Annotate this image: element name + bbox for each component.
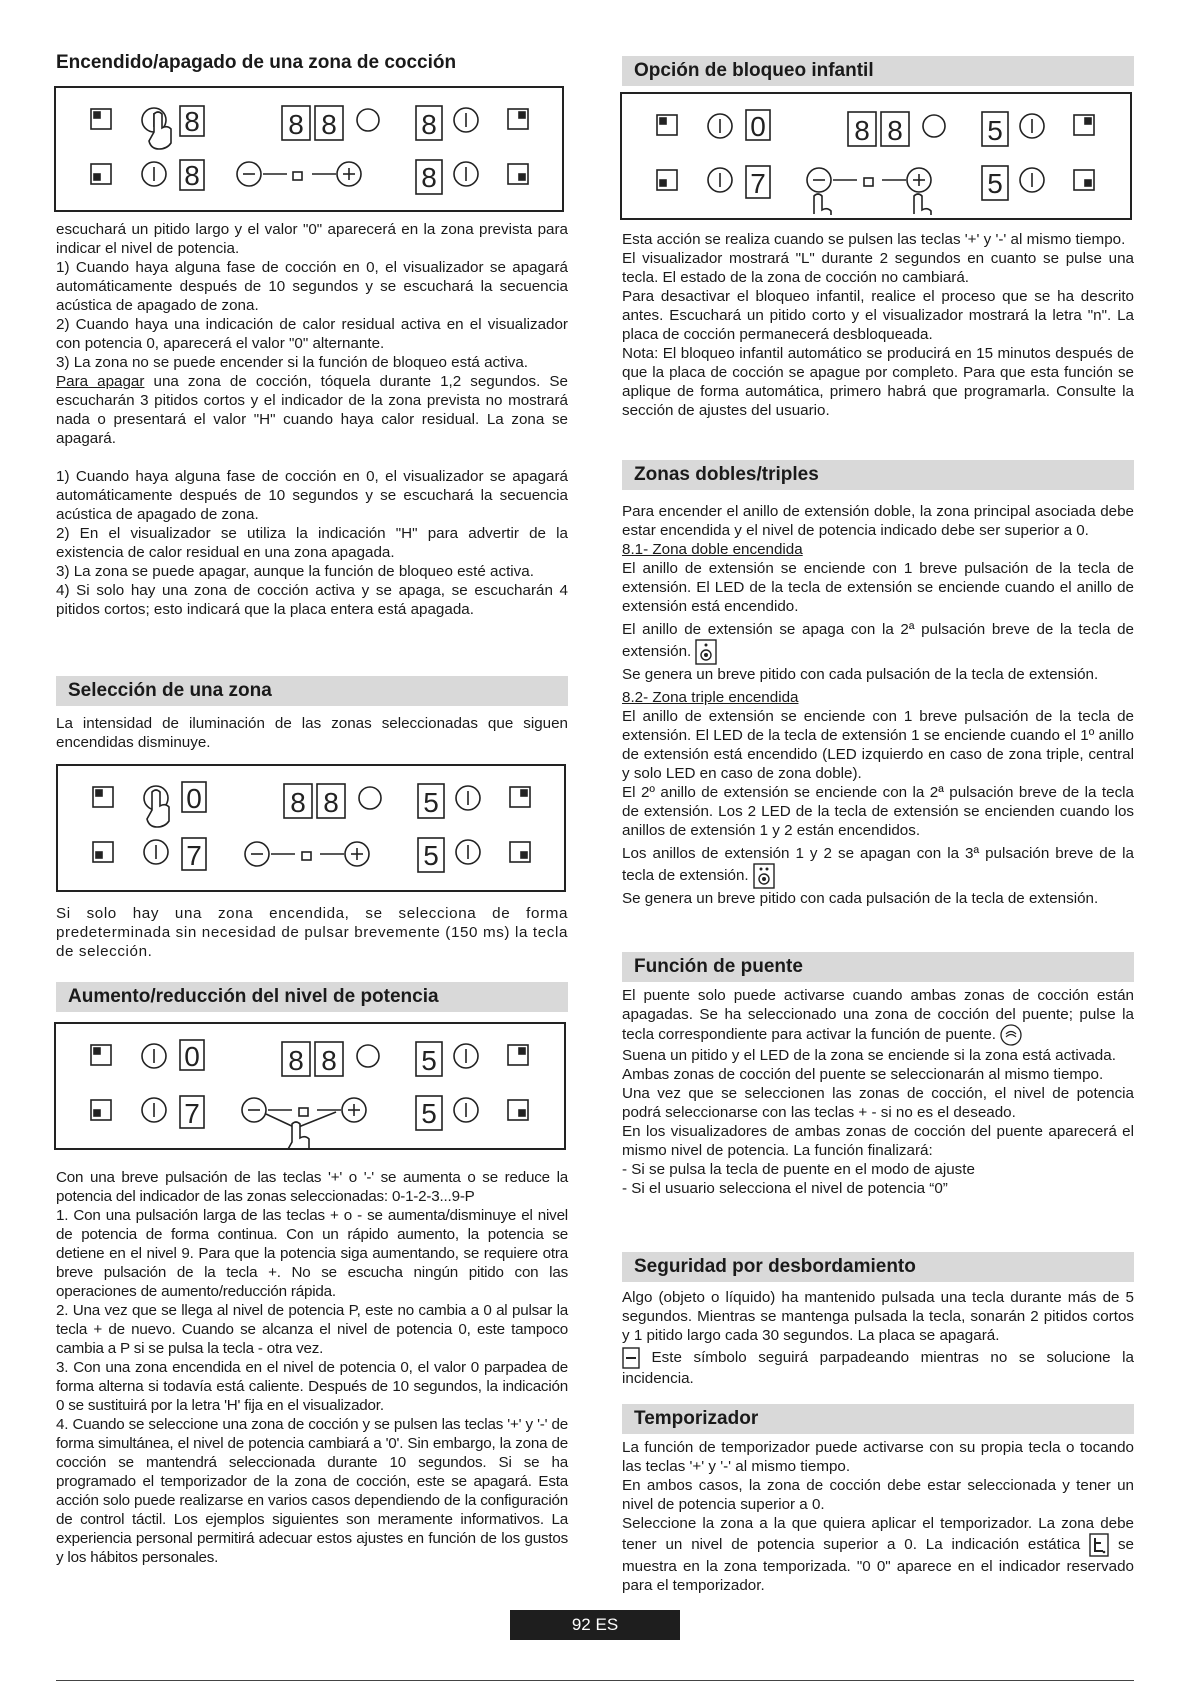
paragraph: El anillo de extensión se enciende con 1 breve pulsación de la tecla de extensión. El LED de la tecla de extensión se enciende cuando el anillo de extensión está encendido. bbox=[622, 560, 1134, 615]
dobles-text bbox=[622, 502, 1134, 908]
digit-bl: 7 bbox=[186, 840, 202, 871]
list-item: 4. Cuando se seleccione una zona de cocción y se pulsen las teclas '+' y '-' de forma simultánea, el nivel de potencia cambiará a '0'. Sin embargo, la zona de cocción se mantendrá seleccionada durante 10 segundos. Si se ha programado el temporizador de la zona de cocción, este se apagará. Esta acción solo puede realizarse en varios casos dependiendo de la configuración de control táctil. Los ejemplos siguientes son meramente informativos. La experiencia personal permitirá adecuar estos ajustes en función de los gustos y los hábitos personales. bbox=[56, 1416, 568, 1566]
temporizador-text bbox=[622, 1438, 1134, 1595]
digit-mid1: 8 bbox=[288, 1045, 304, 1076]
paragraph: Se genera un breve pitido con cada pulsación de la tecla de extensión. bbox=[622, 666, 1099, 683]
paragraph: El anillo de extensión se apaga con la 2ª pulsación breve de la tecla de extensión. bbox=[622, 620, 1134, 665]
paragraph: escuchará un pitido largo y el valor "0" aparecerá en la zona prevista para indicar el nivel de potencia. bbox=[56, 221, 568, 257]
list-item: - Si se pulsa la tecla de puente en el modo de ajuste bbox=[622, 1161, 975, 1178]
encendido-text bbox=[56, 220, 568, 619]
paragraph: Seleccione la zona a la que quiera aplicar el temporizador. La zona debe tener un nivel de potencia superior a 0. La indicación estática se muestra en la zona temporizada. "0 0" aparece en el indicador reservado para el temporizador. bbox=[622, 1515, 1134, 1594]
digit-bl: 7 bbox=[750, 168, 766, 199]
paragraph: El 2º anillo de extensión se enciende con la 2ª pulsación breve de la tecla de extensión. Los 2 LED de la tecla de extensión se encienden cuando los anillos de extensión 1 y 2 están encendidos. bbox=[622, 784, 1134, 839]
paragraph: La intensidad de iluminación de las zonas seleccionadas que siguen encendidas disminuye. bbox=[56, 715, 568, 751]
section-dobles: Zonas dobles/triples bbox=[622, 460, 1134, 490]
paragraph: Se genera un breve pitido con cada pulsación de la tecla de extensión. bbox=[622, 890, 1099, 907]
potencia-text bbox=[56, 1168, 568, 1567]
section-title-encendido: Encendido/apagado de una zona de cocción bbox=[56, 52, 457, 73]
list-item: - Si el usuario selecciona el nivel de potencia “0” bbox=[622, 1180, 948, 1197]
list-item: 1. Con una pulsación larga de las teclas + o - se aumenta/disminuye el nivel de potencia de forma continua. Con un rápido aumento, la potencia se detiene en el nivel 9. Para que la potencia siga aumentando, se requiere otra breve pulsación de la tecla +. No se escucha ningún pitido con las operaciones de aumento/reducción rápida. bbox=[56, 1207, 568, 1300]
list-item: 4) Si solo hay una zona de cocción activa y se apaga, se escucharán 4 pitidos cortos; esto indicará que la placa entera está apagada. bbox=[56, 582, 568, 618]
control-panel-3 bbox=[54, 1022, 566, 1150]
list-item: 2) Cuando haya una indicación de calor residual activa en el visualizador con potencia 0, aparecerá el valor "0" alternante. bbox=[56, 316, 568, 352]
paragraph: Algo (objeto o líquido) ha mantenido pulsada una tecla durante más de 5 segundos. Mientras se mantenga pulsada la tecla, sonarán 2 pitidos cortos y 1 pitido largo cada 30 segundos. La placa se apagará. bbox=[622, 1289, 1134, 1344]
digit-tr: 5 bbox=[421, 1045, 437, 1076]
desbordamiento-text bbox=[622, 1288, 1134, 1388]
paragraph: Ambas zonas de cocción del puente se seleccionarán al mismo tiempo. bbox=[622, 1066, 1104, 1083]
section-potencia: Aumento/reducción del nivel de potencia bbox=[56, 982, 568, 1012]
paragraph: Suena un pitido y el LED de la zona se enciende si la zona está activada. bbox=[622, 1047, 1116, 1064]
paragraph: Para desactivar el bloqueo infantil, realice el proceso que se ha descrito antes. Escuchará un pitido corto y el visualizador mostrará la letra "n". La placa de cocción permanecerá desbloqueada. bbox=[622, 288, 1134, 343]
digit-tr: 8 bbox=[421, 109, 437, 140]
footer-rule bbox=[56, 1680, 1134, 1681]
paragraph: Si solo hay una zona encendida, se selecciona de forma predeterminada sin necesidad de pulsar brevemente (150 ms) la tecla de selección. bbox=[56, 905, 568, 960]
digit-br: 5 bbox=[421, 1098, 437, 1129]
extension-key-icon bbox=[695, 639, 717, 665]
bridge-icon bbox=[1000, 1024, 1022, 1046]
list-item: 3) La zona no se puede encender si la función de bloqueo está activa. bbox=[56, 354, 528, 371]
bloqueo-text bbox=[622, 230, 1134, 420]
list-item: 1) Cuando haya alguna fase de cocción en 0, el visualizador se apagará automáticamente después de 10 segundos y se escuchará la secuencia acústica de apagado de zona. bbox=[56, 259, 568, 314]
section-seleccion: Selección de una zona bbox=[56, 676, 568, 706]
paragraph: Los anillos de extensión 1 y 2 se apagan con la 3ª pulsación breve de la tecla de extensión. bbox=[622, 844, 1134, 889]
digit-mid1: 8 bbox=[288, 109, 304, 140]
list-item: 3. Con una zona encendida en el nivel de potencia 0, el valor 0 parpadea de forma alterna si todavía está caliente. Después de 10 segundos, la indicación 0 se sustituirá por la letra 'H' fija en el visualizador. bbox=[56, 1359, 568, 1414]
paragraph: Para apagar una zona de cocción, tóquela durante 1,2 segundos. Se escucharán 3 pitidos cortos y el indicador de la zona prevista no mostrará nada o presentará el valor "H" cuando haya calor residual. La zona se apagará. bbox=[56, 373, 568, 447]
list-item: 3) La zona se puede apagar, aunque la función de bloqueo esté activa. bbox=[56, 563, 534, 580]
section-temporizador: Temporizador bbox=[622, 1404, 1134, 1434]
panel-3-drawing bbox=[56, 1024, 564, 1148]
digit-tr: 5 bbox=[423, 787, 439, 818]
section-puente: Función de puente bbox=[622, 952, 1134, 982]
paragraph: El visualizador mostrará "L" durante 2 segundos en cuanto se pulse una tecla. El estado de la zona de cocción no cambiará. bbox=[622, 250, 1134, 286]
digit-tl: 0 bbox=[750, 111, 766, 142]
digit-mid2: 8 bbox=[323, 787, 339, 818]
control-panel-2 bbox=[56, 764, 566, 892]
timer-t-icon bbox=[1089, 1533, 1109, 1557]
paragraph: Nota: El bloqueo infantil automático se producirá en 15 minutos después de que la placa de cocción se apague por completo. Para que esta función se aplique de forma automática, primero habrá que programarla. Consulte la sección de ajustes del usuario. bbox=[622, 345, 1134, 419]
paragraph: En los visualizadores de ambas zonas de cocción del puente aparecerá el mismo nivel de potencia. La función finalizará: bbox=[622, 1123, 1134, 1159]
digit-tr: 5 bbox=[987, 115, 1003, 146]
paragraph: Este símbolo seguirá parpadeando mientras no se solucione la incidencia. bbox=[622, 1347, 1134, 1388]
digit-tl: 0 bbox=[184, 1041, 200, 1072]
dash-icon bbox=[622, 1347, 640, 1369]
digit-bl: 7 bbox=[184, 1098, 200, 1129]
control-panel-1 bbox=[54, 86, 564, 212]
puente-text bbox=[622, 986, 1134, 1198]
control-panel-4 bbox=[620, 92, 1132, 220]
panel-4-drawing bbox=[622, 94, 1130, 218]
paragraph: Con una breve pulsación de las teclas '+' o '-' se aumenta o se reduce la potencia del indicador de las zonas seleccionadas: 0-1-2-3...9-P bbox=[56, 1169, 568, 1205]
digit-mid2: 8 bbox=[321, 1045, 337, 1076]
subheading: 8.1- Zona doble encendida bbox=[622, 541, 803, 558]
digit-tl: 8 bbox=[184, 106, 200, 137]
extension-key-icon bbox=[753, 863, 775, 889]
digit-mid1: 8 bbox=[854, 115, 870, 146]
page-number: 92 ES bbox=[510, 1610, 680, 1640]
digit-mid1: 8 bbox=[290, 787, 306, 818]
digit-tl: 0 bbox=[186, 783, 202, 814]
panel-2-drawing bbox=[58, 766, 564, 890]
digit-mid2: 8 bbox=[321, 109, 337, 140]
digit-bl: 8 bbox=[184, 160, 200, 191]
digit-br: 5 bbox=[423, 840, 439, 871]
paragraph: El anillo de extensión se enciende con 1 breve pulsación de la tecla de extensión. El LED de la tecla de extensión 1 se enciende cuando el 1º anillo de extensión está encendido (LED izquierdo en caso de zona triple, central y solo LED en caso de zona doble). bbox=[622, 708, 1134, 782]
digit-mid2: 8 bbox=[887, 115, 903, 146]
paragraph: Esta acción se realiza cuando se pulsen las teclas '+' y '-' al mismo tiempo. bbox=[622, 231, 1126, 248]
section-bloqueo: Opción de bloqueo infantil bbox=[622, 56, 1134, 86]
subheading: 8.2- Zona triple encendida bbox=[622, 689, 799, 706]
list-item: 1) Cuando haya alguna fase de cocción en 0, el visualizador se apagará automáticamente después de 10 segundos y se escuchará la secuencia acústica de apagado de zona. bbox=[56, 468, 568, 523]
digit-br: 5 bbox=[987, 168, 1003, 199]
list-item: 2) En el visualizador se utiliza la indicación "H" para advertir de la existencia de calor residual en una zona apagada. bbox=[56, 525, 568, 561]
paragraph: El puente solo puede activarse cuando ambas zonas de cocción están apagadas. Se ha seleccionado una zona de cocción del puente; pulse la tecla correspondiente para activar la función de puente. bbox=[622, 986, 1134, 1046]
digit-br: 8 bbox=[421, 162, 437, 193]
paragraph: Una vez que se seleccionen las zonas de cocción, el nivel de potencia podrá seleccionarse con las teclas + - si no es el deseado. bbox=[622, 1085, 1134, 1121]
list-item: 2. Una vez que se llega al nivel de potencia P, este no cambia a 0 al pulsar la tecla + de nuevo. Cuando se alcanza el nivel de potencia 0, este tampoco cambia a P si se pulsa la tecla - otra vez. bbox=[56, 1302, 568, 1357]
paragraph: Para encender el anillo de extensión doble, la zona principal asociada debe estar encendida y el nivel de potencia indicado debe ser superior a 0. bbox=[622, 503, 1134, 539]
paragraph: En ambos casos, la zona de cocción debe estar seleccionada y tener un nivel de potencia superior a 0. bbox=[622, 1477, 1134, 1513]
paragraph: La función de temporizador puede activarse con su propia tecla o tocando las teclas '+' y '-' al mismo tiempo. bbox=[622, 1439, 1134, 1475]
panel-1-drawing bbox=[56, 88, 562, 210]
section-desbordamiento: Seguridad por desbordamiento bbox=[622, 1252, 1134, 1282]
